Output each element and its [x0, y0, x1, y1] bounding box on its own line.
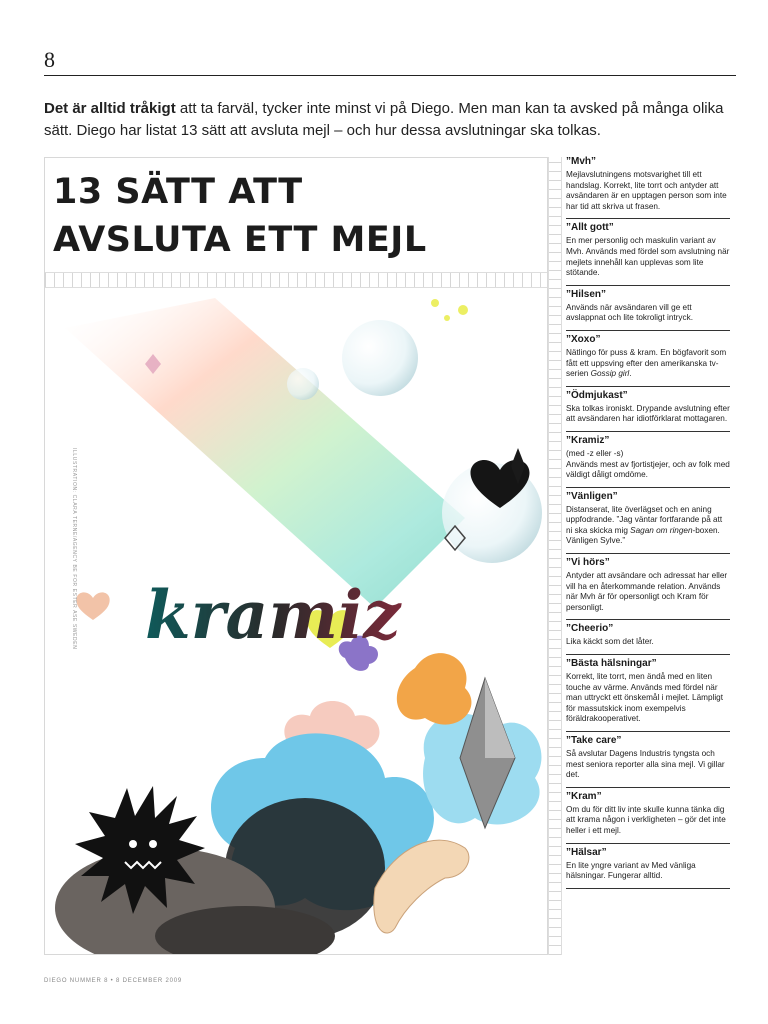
ending-title: ”Vi hörs”	[566, 557, 610, 569]
ending-entry	[566, 153, 730, 219]
yellow-dot	[444, 315, 450, 321]
ending-description	[566, 505, 730, 547]
ending-description-text: (med -z eller -s) Används mest av fjortistjejer, och av folk med väldigt dåligt omdöme.	[566, 448, 730, 480]
headline	[53, 168, 533, 264]
heart-shape	[76, 592, 109, 620]
kramiz-word: kramiz	[145, 576, 401, 654]
ending-title: ”Hälsar”	[566, 846, 607, 858]
ending-description	[566, 303, 730, 324]
yellow-dot	[431, 299, 439, 307]
ending-title: ”Allt gott”	[566, 222, 614, 234]
ending-entry	[566, 554, 730, 620]
headline-line-2: AVSLUTA ETT MEJL	[53, 220, 427, 260]
vertical-ruler	[548, 157, 562, 955]
ending-description	[566, 637, 730, 648]
top-rule	[44, 75, 736, 76]
ending-title: ”Vänligen”	[566, 490, 618, 502]
ending-description	[566, 571, 730, 613]
ending-description	[566, 236, 730, 278]
ending-title: ”Bästa hälsningar”	[566, 658, 657, 670]
bubble	[287, 368, 319, 400]
ending-title: ”Kramiz”	[566, 434, 610, 446]
ending-description	[566, 861, 730, 882]
ending-description-text: Så avslutar Dagens Industris tyngsta och mest seniora reporter alla sina mejl. Vi gillar det.	[566, 749, 725, 780]
ending-description-text: Nätlingo för puss & kram. En bögfavorit som fått ett uppsving efter den amerikanska tv-serien	[566, 347, 727, 379]
ending-title: ”Xoxo”	[566, 333, 601, 345]
ending-description-italic: Gossip girl	[590, 369, 630, 379]
ending-entry	[566, 620, 730, 655]
ending-description-text: Mejlavslutningens motsvarighet till ett handslag. Korrekt, lite torrt och antyder att avsändaren är en upptagen person som inte har tid att skriva ut frasen.	[566, 170, 727, 211]
ending-description-text: Om du för ditt liv inte skulle kunna tänka dig att krama någon i verkligheten – gör det inte heller i ett mejl.	[566, 804, 726, 835]
ending-entry	[566, 432, 730, 488]
endings-list	[566, 153, 730, 889]
ending-description	[566, 348, 730, 380]
kramiz-illustration	[45, 288, 548, 955]
bubble	[342, 320, 418, 396]
ending-description	[566, 672, 730, 725]
intro-paragraph	[44, 98, 744, 142]
article-frame	[44, 157, 548, 955]
footer: DIEGO NUMMER 8 • 8 DECEMBER 2009	[44, 978, 183, 984]
ending-title: ”Ödmjukast”	[566, 389, 628, 401]
ending-entry	[566, 655, 730, 732]
ending-description-text: En lite yngre variant av Med vänliga hälsningar. Fungerar alltid.	[566, 860, 696, 881]
ending-title: ”Take care”	[566, 735, 622, 746]
ending-entry	[566, 844, 730, 889]
yellow-dot	[458, 305, 468, 315]
headline-line-1: 13 SÄTT ATT	[53, 172, 303, 212]
ending-description-text: Används när avsändaren vill ge ett avslappnat och lite tokroligt intryck.	[566, 302, 693, 323]
ending-description-end: .	[629, 369, 632, 379]
ending-entry	[566, 331, 730, 387]
ending-description	[566, 449, 730, 481]
ending-description	[566, 170, 730, 212]
ending-description-text: Antyder att avsändare och adressat har eller vill ha en återkommande relation. Används när Mvh är för opersonligt och Kram för personligt.	[566, 571, 728, 612]
ending-description-text: Distanserat, lite överlägset och en aning uppfodrande. ”Jag väntar fortfarande på att ni ska skicka mig	[566, 504, 723, 535]
ending-title: ”Hilsen”	[566, 288, 607, 300]
crystal-facet	[485, 678, 515, 758]
ending-description	[566, 404, 730, 425]
ending-description	[566, 749, 730, 781]
monster-eye	[149, 840, 157, 848]
ending-entry	[566, 286, 730, 331]
ending-entry	[566, 219, 730, 285]
horizontal-ruler	[45, 272, 548, 288]
orange-blob	[397, 653, 472, 724]
ending-entry	[566, 488, 730, 554]
ending-description-italic: Sagan om ringen	[630, 525, 693, 535]
ending-description-text: Ska tolkas ironiskt. Drypande avslutning efter att avsändaren har idiotförklarat mottagaren.	[566, 403, 730, 424]
ending-entry	[566, 387, 730, 432]
ending-title: ”Kram”	[566, 790, 602, 802]
ending-entry	[566, 732, 730, 788]
illustration-credit: ILLUSTRATION: CLARA TERNE/AGENCY BE FOR ESTER ASE SWEDEN	[71, 448, 77, 650]
ending-description-text: Korrekt, lite torrt, men ändå med en liten touche av värme. Används med fördel när man uttryckt ett önskemål i mejlet. Lämpligt för massutskick inom exempelvis föräldrakooperativet.	[566, 672, 723, 724]
ending-description-text: En mer personlig och maskulin variant av Mvh. Används med fördel som avslutning när mejlets innehåll kan upplevas som lite stötande.	[566, 236, 730, 278]
monster-eye	[129, 840, 137, 848]
intro-text: att ta farväl, tycker inte minst vi på Diego. Men man kan ta avsked på många olika sätt. Diego har listat 13 sätt att avsluta mejl – och hur dessa avslutningar ska tolkas.	[44, 100, 724, 139]
ending-description-text: Lika käckt som det låter.	[566, 637, 654, 647]
intro-lead: Det är alltid tråkigt	[44, 100, 176, 117]
ending-entry	[566, 788, 730, 844]
ending-description-end: -boxen. Vänligen Sylve.”	[566, 525, 720, 546]
ending-title: ”Cheerio”	[566, 623, 614, 635]
ending-title: ”Mvh”	[566, 156, 596, 167]
page-number: 8	[44, 47, 55, 72]
ending-description	[566, 805, 730, 837]
